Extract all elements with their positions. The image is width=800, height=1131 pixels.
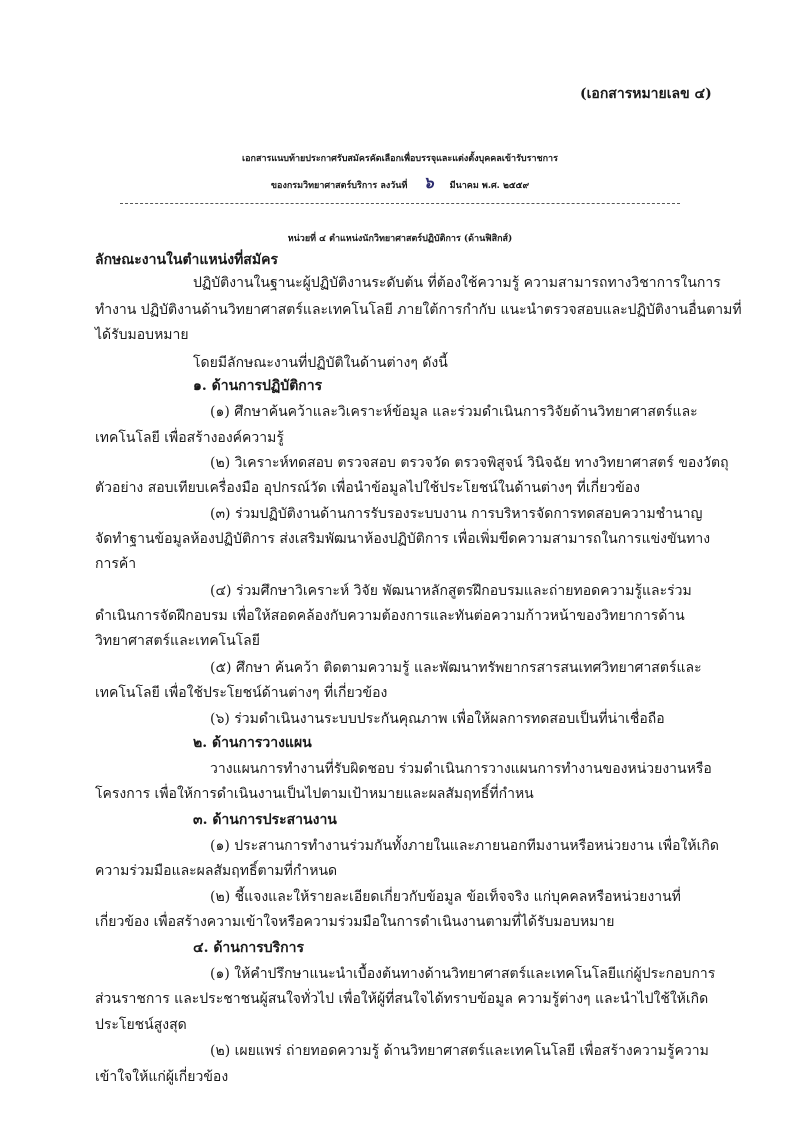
- s1-item-4-line-c: วิทยาศาสตร์และเทคโนโลยี: [95, 633, 260, 649]
- s1-item-4-line-a: (๔) ร่วมศึกษาวิเคราะห์ วิจัย พัฒนาหลักสูตรฝึกอบรมและถ่ายทอดความรู้และร่วม: [210, 583, 692, 599]
- section-3-heading: ๓. ด้านการประสานงาน: [193, 812, 337, 828]
- s1-item-1-line-a: (๑) ศึกษาค้นคว้าและวิเคราะห์ข้อมูล และร่วมดำเนินการวิจัยด้านวิทยาศาสตร์และ: [210, 404, 698, 420]
- s4-item-1-line-a: (๑) ให้คำปรึกษาแนะนำเบื้องต้นทางด้านวิทยาศาสตร์และเทคโนโลยีแก่ผู้ประกอบการ: [210, 966, 716, 982]
- s3-item-2-line-a: (๒) ชี้แจงและให้รายละเอียดเกี่ยวกับข้อมูล ข้อเท็จจริง แก่บุคคลหรือหน่วยงานที่: [210, 889, 681, 905]
- intro-line-4: โดยมีลักษณะงานที่ปฏิบัติในด้านต่างๆ ดังนี้: [193, 355, 448, 371]
- s2-line-1: วางแผนการทำงานที่รับผิดชอบ ร่วมดำเนินการวางแผนการทำงานของหน่วยงานหรือ: [210, 761, 712, 777]
- s3-item-2-line-b: เกี่ยวข้อง เพื่อสร้างความเข้าใจหรือความร่วมมือในการดำเนินงานตามที่ได้รับมอบหมาย: [95, 914, 615, 930]
- s4-item-2-line-a: (๒) เผยแพร่ ถ่ายทอดความรู้ ด้านวิทยาศาสตร์และเทคโนโลยี เพื่อสร้างความรู้ความ: [210, 1043, 709, 1059]
- handwritten-date-day: ๖: [423, 173, 434, 192]
- header-title-line2: [0, 174, 800, 195]
- dashed-divider: [120, 203, 680, 204]
- section-heading: ลักษณะงานในตำแหน่งที่สมัคร: [95, 252, 278, 268]
- s1-item-3-line-c: การค้า: [95, 556, 137, 572]
- unit-title: หน่วยที่ ๔ ตำแหน่งนักวิทยาศาสตร์ปฏิบัติการ (ด้านฟิสิกส์): [287, 234, 513, 244]
- s2-line-2: โครงการ เพื่อให้การดำเนินงานเป็นไปตามเป้าหมายและผลสัมฤทธิ์ที่กำหน: [95, 786, 534, 802]
- section-1-heading: ๑. ด้านการปฏิบัติการ: [193, 378, 323, 394]
- s1-item-1-line-b: เทคโนโลยี เพื่อสร้างองค์ความรู้: [95, 430, 284, 446]
- section-4-heading: ๔. ด้านการบริการ: [193, 940, 304, 956]
- s1-item-2-line-b: ตัวอย่าง สอบเทียบเครื่องมือ อุปกรณ์วัด เพื่อนำข้อมูลไปใช้ประโยชน์ในด้านต่างๆ ที่เกี่ยวข้อง: [95, 480, 641, 496]
- s4-item-1-line-c: ประโยชน์สูงสุด: [95, 1017, 187, 1033]
- s1-item-3-line-a: (๓) ร่วมปฏิบัติงานด้านการรับรองระบบงาน การบริหารจัดการทดสอบความชำนาญ: [210, 506, 703, 522]
- intro-line-2: ทำงาน ปฏิบัติงานด้านวิทยาศาสตร์และเทคโนโลยี ภายใต้การกำกับ แนะนำตรวจสอบและปฏิบัติงานอื่นตามที่: [95, 302, 742, 318]
- s3-item-1-line-a: (๑) ประสานการทำงานร่วมกันทั้งภายในและภายนอกทีมงานหรือหน่วยงาน เพื่อให้เกิด: [210, 838, 719, 854]
- s1-item-5-line-b: เทคโนโลยี เพื่อใช้ประโยชน์ด้านต่างๆ ที่เกี่ยวข้อง: [95, 685, 388, 701]
- intro-line-3: ได้รับมอบหมาย: [95, 327, 189, 343]
- s1-item-2-line-a: (๒) วิเคราะห์ทดสอบ ตรวจสอบ ตรวจวัด ตรวจพิสูจน์ วินิจฉัย ทางวิทยาศาสตร์ ของวัตถุ: [210, 455, 729, 471]
- header-title-line1: เอกสารแนบท้ายประกาศรับสมัครคัดเลือกเพื่อบรรจุและแต่งตั้งบุคคลเข้ารับราชการ: [242, 154, 558, 164]
- intro-line-1: ปฏิบัติงานในฐานะผู้ปฏิบัติงานระดับต้น ที่ต้องใช้ความรู้ ความสามารถทางวิชาการในการ: [193, 275, 721, 291]
- s4-item-2-line-b: เข้าใจให้แก่ผู้เกี่ยวข้อง: [95, 1069, 229, 1085]
- s1-item-3-line-b: จัดทำฐานข้อมูลห้องปฏิบัติการ ส่งเสริมพัฒนาห้องปฏิบัติการ เพื่อเพิ่มขีดความสามารถในการแข่งขันทาง: [95, 531, 711, 547]
- s3-item-1-line-b: ความร่วมมือและผลสัมฤทธิ์ตามที่กำหนด: [95, 863, 338, 879]
- s4-item-1-line-b: ส่วนราชการ และประชาชนผู้สนใจทั่วไป เพื่อให้ผู้ที่สนใจได้ทราบข้อมูล ความรู้ต่างๆ และนำไปใช้ให้เกิด: [95, 991, 709, 1007]
- s1-item-5-line-a: (๕) ศึกษา ค้นคว้า ติดตามความรู้ และพัฒนาทรัพยากรสารสนเทศวิทยาศาสตร์และ: [210, 660, 702, 676]
- section-2-heading: ๒. ด้านการวางแผน: [193, 735, 312, 751]
- s1-item-4-line-b: ดำเนินการจัดฝึกอบรม เพื่อให้สอดคล้องกับความต้องการและทันต่อความก้าวหน้าของวิทยาการด้าน: [95, 608, 685, 624]
- header-title-line2-suffix: มีนาคม พ.ศ. ๒๕๕๙: [449, 181, 530, 191]
- header-title-line2-prefix: ของกรมวิทยาศาสตร์บริการ ลงวันที่: [270, 181, 408, 191]
- s1-item-6-line-a: (๖) ร่วมดำเนินงานระบบประกันคุณภาพ เพื่อให้ผลการทดสอบเป็นที่น่าเชื่อถือ: [210, 711, 665, 727]
- document-number: (เอกสารหมายเลข ๔): [580, 86, 712, 102]
